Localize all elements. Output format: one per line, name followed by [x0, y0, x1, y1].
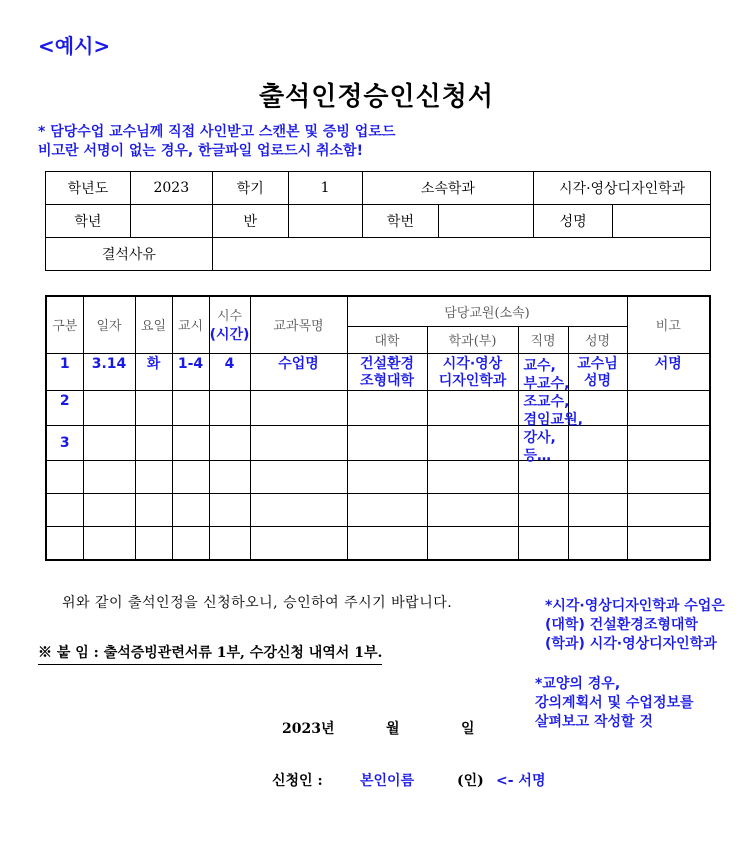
row5-cell[interactable] — [83, 493, 135, 526]
page-title: 출석인정승인신청서 — [258, 82, 495, 112]
row2-cell[interactable] — [347, 390, 427, 425]
dept-value[interactable]: 시각·영상디자인학과 — [534, 172, 711, 205]
row4-cell[interactable] — [209, 460, 250, 493]
row2-cell[interactable] — [135, 390, 172, 425]
row5-cell[interactable] — [172, 493, 209, 526]
row4-cell[interactable] — [135, 460, 172, 493]
row6-cell[interactable] — [83, 526, 135, 560]
row4-cell[interactable] — [627, 460, 710, 493]
row5-cell[interactable] — [135, 493, 172, 526]
student-id-label: 학번 — [362, 205, 439, 238]
notice-line-2: 비고란 서명이 없는 경우, 한글파일 업로드시 취소함! — [38, 143, 363, 159]
row4-cell[interactable] — [518, 460, 568, 493]
row3-num: 3 — [46, 425, 83, 460]
row6-cell[interactable] — [209, 526, 250, 560]
seal-mark[interactable]: (인) — [457, 773, 484, 789]
row1-position-text: 교수, 부교수, 조교수, 겸임교원, 강사, 등… — [523, 357, 583, 464]
row1-num: 1 — [46, 353, 83, 390]
row5-cell[interactable] — [347, 493, 427, 526]
side-note-general: *교양의 경우, 강의계획서 및 수업정보를 살펴보고 작성할 것 — [535, 676, 694, 730]
row4-cell[interactable] — [427, 460, 518, 493]
row1-period[interactable]: 1-4 — [172, 353, 209, 390]
row1-college[interactable]: 건설환경 조형대학 — [347, 353, 427, 390]
row4-cell[interactable] — [568, 460, 627, 493]
applicant-label: 신청인 : — [272, 773, 323, 789]
row2-cell[interactable] — [209, 390, 250, 425]
row6-cell[interactable] — [427, 526, 518, 560]
header-subject: 교과목명 — [250, 296, 347, 353]
row1-remarks[interactable]: 서명 — [627, 353, 710, 390]
notice-line-1: * 담당수업 교수님께 직접 사인받고 스캔본 및 증빙 업로드 — [38, 124, 396, 140]
signature-hint: <- 서명 — [496, 773, 546, 789]
row5-cell[interactable] — [250, 493, 347, 526]
date-year[interactable]: 2023년 — [282, 721, 335, 737]
row2-cell[interactable] — [250, 390, 347, 425]
row2-cell[interactable] — [172, 390, 209, 425]
header-hours-label: 시수 — [216, 309, 243, 325]
row1-day[interactable]: 화 — [135, 353, 172, 390]
row2-num: 2 — [46, 390, 83, 425]
header-college: 대학 — [347, 326, 427, 353]
row4-cell[interactable] — [172, 460, 209, 493]
notice — [38, 123, 395, 161]
reason-label: 결석사유 — [46, 238, 213, 271]
header-department: 학과(부) — [427, 326, 518, 353]
row6-cell[interactable] — [46, 526, 83, 560]
row6-cell[interactable] — [347, 526, 427, 560]
row3-cell[interactable] — [627, 425, 710, 460]
student-info-table — [45, 171, 711, 271]
row2-cell[interactable] — [83, 390, 135, 425]
row3-cell[interactable] — [347, 425, 427, 460]
row5-cell[interactable] — [427, 493, 518, 526]
row1-teacher-name[interactable]: 교수님 성명 — [568, 353, 627, 390]
attachment-note: ※ 붙 임 : 출석증빙관련서류 1부, 수강신청 내역서 1부. — [38, 642, 382, 665]
student-id-value[interactable] — [439, 205, 534, 238]
name-label: 성명 — [534, 205, 613, 238]
class-label: 반 — [212, 205, 288, 238]
semester-value[interactable]: 1 — [288, 172, 362, 205]
header-type: 구분 — [46, 296, 83, 353]
applicant-name[interactable]: 본인이름 — [360, 773, 415, 789]
row5-cell[interactable] — [627, 493, 710, 526]
example-label: <예시> — [38, 34, 111, 58]
header-teacher-name: 성명 — [568, 326, 627, 353]
header-teacher: 담당교원(소속) — [347, 296, 627, 326]
side-note-department: *시각·영상디자인학과 수업은 (대학) 건설환경조형대학 (학과) 시각·영상디자인학과 — [545, 598, 725, 652]
attendance-table — [45, 295, 711, 561]
dept-label: 소속학과 — [362, 172, 534, 205]
row4-cell[interactable] — [46, 460, 83, 493]
row6-cell[interactable] — [627, 526, 710, 560]
date-day[interactable]: 일 — [461, 721, 475, 737]
date-month[interactable]: 월 — [386, 721, 400, 737]
row5-cell[interactable] — [568, 493, 627, 526]
row2-cell[interactable] — [627, 390, 710, 425]
row1-position[interactable] — [518, 353, 583, 464]
row5-cell[interactable] — [518, 493, 568, 526]
row4-cell[interactable] — [250, 460, 347, 493]
semester-label: 학기 — [212, 172, 288, 205]
year-label: 학년도 — [46, 172, 131, 205]
name-value[interactable] — [613, 205, 711, 238]
header-day: 요일 — [135, 296, 172, 353]
row6-cell[interactable] — [135, 526, 172, 560]
year-value[interactable]: 2023 — [130, 172, 212, 205]
row6-cell[interactable] — [250, 526, 347, 560]
row3-cell[interactable] — [83, 425, 135, 460]
row6-cell[interactable] — [518, 526, 568, 560]
row1-department[interactable]: 시각·영상 디자인학과 — [427, 353, 518, 390]
row3-cell[interactable] — [427, 425, 518, 460]
row3-cell[interactable] — [250, 425, 347, 460]
row2-cell[interactable] — [427, 390, 518, 425]
header-remarks: 비고 — [627, 296, 710, 353]
header-period: 교시 — [172, 296, 209, 353]
header-hours — [209, 296, 250, 353]
row4-cell[interactable] — [347, 460, 427, 493]
reason-value[interactable] — [212, 238, 710, 271]
header-hours-unit: (시간) — [209, 327, 250, 344]
row5-cell[interactable] — [209, 493, 250, 526]
grade-value[interactable] — [130, 205, 212, 238]
row5-cell[interactable] — [46, 493, 83, 526]
row4-cell[interactable] — [83, 460, 135, 493]
row3-cell[interactable] — [172, 425, 209, 460]
class-value[interactable] — [288, 205, 362, 238]
grade-label: 학년 — [46, 205, 131, 238]
statement: 위와 같이 출석인정을 신청하오니, 승인하여 주시기 바랍니다. — [62, 595, 453, 611]
header-date: 일자 — [83, 296, 135, 353]
row6-cell[interactable] — [568, 526, 627, 560]
row1-date[interactable]: 3.14 — [83, 353, 135, 390]
row3-cell[interactable] — [135, 425, 172, 460]
row3-cell[interactable] — [209, 425, 250, 460]
header-position: 직명 — [518, 326, 568, 353]
row6-cell[interactable] — [172, 526, 209, 560]
row1-subject[interactable]: 수업명 — [250, 353, 347, 390]
row1-hours[interactable]: 4 — [209, 353, 250, 390]
